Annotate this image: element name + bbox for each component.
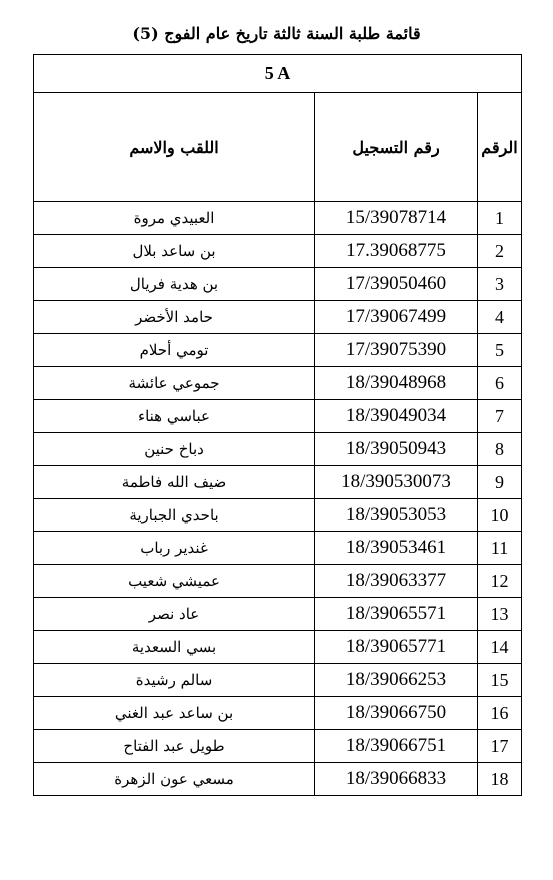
table-row xyxy=(34,202,522,235)
registration-number-cell: 18/39066750 xyxy=(315,697,478,730)
table-row xyxy=(34,301,522,334)
registration-number-cell: 18/39053461 xyxy=(315,532,478,565)
row-number-cell: 4 xyxy=(478,301,522,334)
table-row xyxy=(34,664,522,697)
page-title: قائمة طلبة السنة ثالثة تاريخ عام الفوج (5) xyxy=(132,24,421,43)
name-column-header: اللقب والاسم xyxy=(34,93,315,202)
row-number-cell: 3 xyxy=(478,268,522,301)
group-label: 5 A xyxy=(34,55,522,93)
registration-number-cell: 18/39065571 xyxy=(315,598,478,631)
table-row xyxy=(34,730,522,763)
student-name-cell: بن ساعد بلال xyxy=(34,235,315,268)
student-name-cell: غندير رباب xyxy=(34,532,315,565)
header-row xyxy=(34,93,522,202)
table-row xyxy=(34,532,522,565)
student-name-cell: مسعي عون الزهرة xyxy=(34,763,315,796)
registration-number-cell: 17/39075390 xyxy=(315,334,478,367)
table-row xyxy=(34,598,522,631)
table-row xyxy=(34,565,522,598)
registration-number-cell: 18/390530073 xyxy=(315,466,478,499)
row-number-cell: 9 xyxy=(478,466,522,499)
row-number-cell: 2 xyxy=(478,235,522,268)
student-name-cell: جموعي عائشة xyxy=(34,367,315,400)
table-row xyxy=(34,499,522,532)
row-number-cell: 10 xyxy=(478,499,522,532)
registration-column-header: رقم التسجيل xyxy=(315,93,478,202)
registration-number-cell: 18/39048968 xyxy=(315,367,478,400)
student-name-cell: بن ساعد عبد الغني xyxy=(34,697,315,730)
row-number-cell: 5 xyxy=(478,334,522,367)
student-roster-table xyxy=(33,54,522,796)
registration-number-cell: 18/39066751 xyxy=(315,730,478,763)
group-row xyxy=(34,55,522,93)
student-name-cell: بسي السعدية xyxy=(34,631,315,664)
student-name-cell: العبيدي مروة xyxy=(34,202,315,235)
registration-number-cell: 18/39049034 xyxy=(315,400,478,433)
registration-number-cell: 18/39050943 xyxy=(315,433,478,466)
row-number-cell: 8 xyxy=(478,433,522,466)
table-row xyxy=(34,631,522,664)
table-row xyxy=(34,235,522,268)
row-number-cell: 12 xyxy=(478,565,522,598)
table-row xyxy=(34,763,522,796)
registration-number-cell: 17.39068775 xyxy=(315,235,478,268)
row-number-cell: 7 xyxy=(478,400,522,433)
table-row xyxy=(34,334,522,367)
registration-number-cell: 17/39050460 xyxy=(315,268,478,301)
student-name-cell: عباسي هناء xyxy=(34,400,315,433)
registration-number-cell: 15/39078714 xyxy=(315,202,478,235)
row-number-cell: 14 xyxy=(478,631,522,664)
registration-number-cell: 18/39063377 xyxy=(315,565,478,598)
row-number-cell: 11 xyxy=(478,532,522,565)
table-row xyxy=(34,697,522,730)
student-name-cell: ضيف الله فاطمة xyxy=(34,466,315,499)
row-number-cell: 15 xyxy=(478,664,522,697)
registration-number-cell: 18/39065771 xyxy=(315,631,478,664)
row-number-cell: 13 xyxy=(478,598,522,631)
registration-number-cell: 18/39066833 xyxy=(315,763,478,796)
student-name-cell: سالم رشيدة xyxy=(34,664,315,697)
table-row xyxy=(34,367,522,400)
row-number-cell: 1 xyxy=(478,202,522,235)
student-name-cell: عميشي شعيب xyxy=(34,565,315,598)
table-row xyxy=(34,466,522,499)
student-name-cell: باحدي الجبارية xyxy=(34,499,315,532)
student-name-cell: تومي أحلام xyxy=(34,334,315,367)
student-name-cell: بن هدية فريال xyxy=(34,268,315,301)
student-name-cell: عاد نصر xyxy=(34,598,315,631)
table-row xyxy=(34,433,522,466)
student-name-cell: طويل عبد الفتاح xyxy=(34,730,315,763)
row-number-cell: 6 xyxy=(478,367,522,400)
row-number-cell: 17 xyxy=(478,730,522,763)
registration-number-cell: 18/39066253 xyxy=(315,664,478,697)
row-number-cell: 18 xyxy=(478,763,522,796)
registration-number-cell: 18/39053053 xyxy=(315,499,478,532)
table-row xyxy=(34,400,522,433)
number-column-header: الرقم xyxy=(478,93,522,202)
student-name-cell: حامد الأخضر xyxy=(34,301,315,334)
row-number-cell: 16 xyxy=(478,697,522,730)
registration-number-cell: 17/39067499 xyxy=(315,301,478,334)
student-name-cell: دباخ حنين xyxy=(34,433,315,466)
table-row xyxy=(34,268,522,301)
